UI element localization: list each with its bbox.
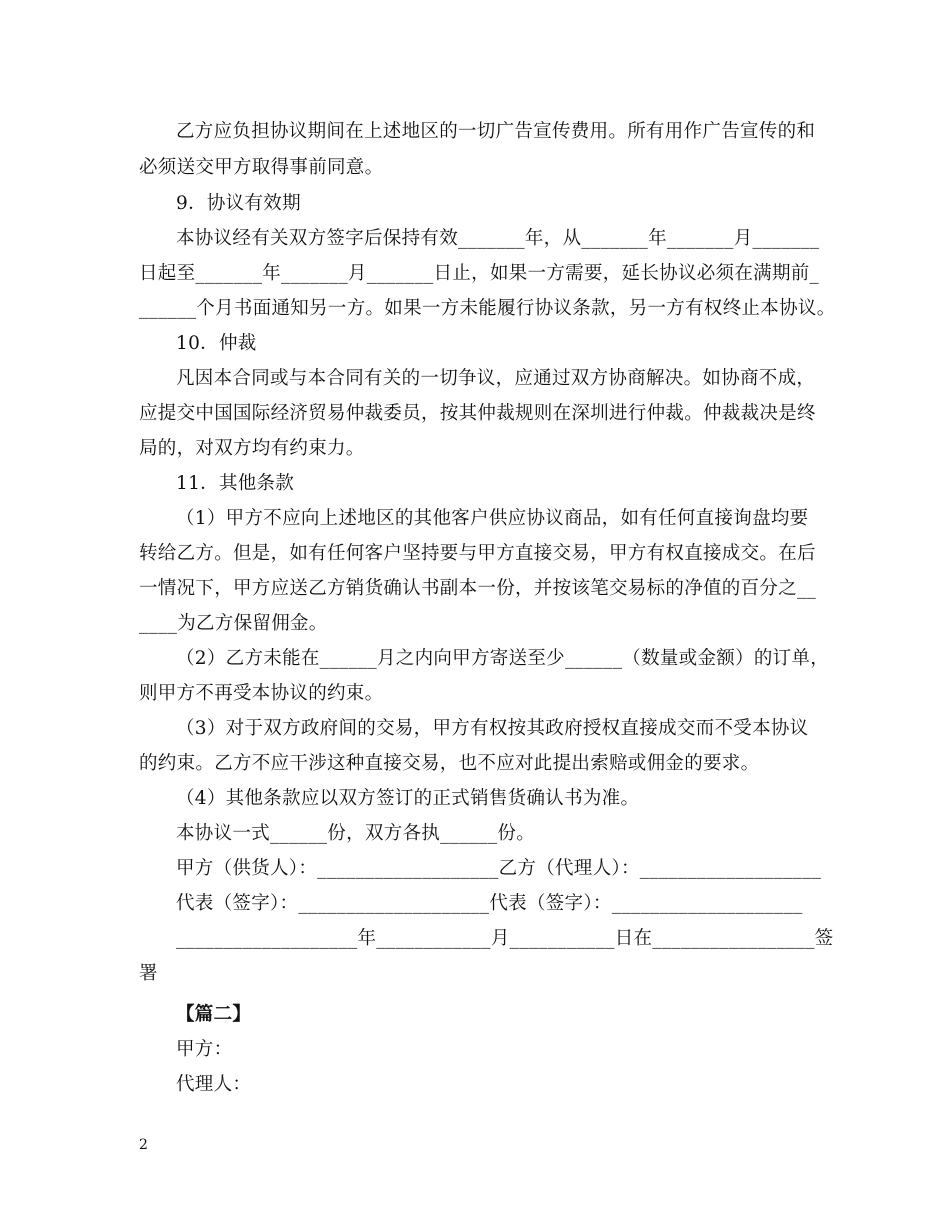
paragraph-line: 必须送交甲方取得事前同意。 (139, 157, 384, 178)
paragraph-line: （1）甲方不应向上述地区的其他客户供应协议商品，如有任何直接询盘均要 (176, 508, 809, 529)
paragraph-line: 署 (139, 963, 158, 984)
paragraph-line: ____为乙方保留佣金。 (139, 613, 328, 634)
paragraph-line: 则甲方不再受本协议的约束。 (139, 683, 384, 704)
paragraph-line: （2）乙方未能在______月之内向甲方寄送至少______（数量或金额）的订单， (176, 648, 830, 669)
paragraph-line: （4）其他条款应以双方签订的正式销售货确认书为准。 (176, 788, 640, 809)
signature-line-representatives: 代表（签字）：____________________代表（签字）：____________________ (176, 893, 803, 914)
section-heading-validity: 9．协议有效期 (176, 193, 301, 214)
paragraph-line: 的约束。乙方不应干涉这种直接交易，也不应对此提出索赔或佣金的要求。 (139, 753, 760, 774)
party-a-label: 甲方： (176, 1039, 233, 1060)
page-number: 2 (139, 1137, 148, 1153)
paragraph-line: 一情况下，甲方应送乙方销货确认书副本一份，并按该笔交易标的净值的百分之__ (139, 578, 817, 599)
section-heading-arbitration: 10．仲裁 (176, 333, 257, 354)
section-heading-part-two: 【篇二】 (176, 1004, 252, 1025)
paragraph-line: 乙方应负担协议期间在上述地区的一切广告宣传费用。所有用作广告宣传的和 (176, 121, 816, 142)
paragraph-line: 本协议一式______份，双方各执______份。 (176, 823, 536, 844)
section-heading-other-terms: 11．其他条款 (176, 473, 295, 494)
paragraph-line: 应提交中国国际经济贸易仲裁委员，按其仲裁规则在深圳进行仲裁。仲裁裁决是终 (139, 403, 816, 424)
paragraph-line: 凡因本合同或与本合同有关的一切争议，应通过双方协商解决。如协商不成， (176, 368, 816, 389)
paragraph-line: 本协议经有关双方签字后保持有效_______年，从_______年_______月_______ (176, 228, 820, 249)
paragraph-line: （3）对于双方政府间的交易，甲方有权按其政府授权直接成交而不受本协议 (176, 718, 809, 739)
agent-label: 代理人： (176, 1074, 252, 1095)
paragraph-line: 日起至_______年_______月_______日止，如果一方需要，延长协议必须在满期前_ (139, 263, 820, 284)
paragraph-line: 局的，对双方均有约束力。 (139, 438, 365, 459)
signature-line-parties: 甲方（供货人）：___________________乙方（代理人）：___________________ (176, 858, 822, 879)
signature-line-date: ___________________年____________月___________日在_________________签 (176, 928, 834, 949)
paragraph-line: 转给乙方。但是，如有任何客户坚持要与甲方直接交易，甲方有权直接成交。在后 (139, 543, 816, 564)
paragraph-line: ______个月书面通知另一方。如果一方未能履行协议条款，另一方有权终止本协议。 (139, 298, 836, 319)
